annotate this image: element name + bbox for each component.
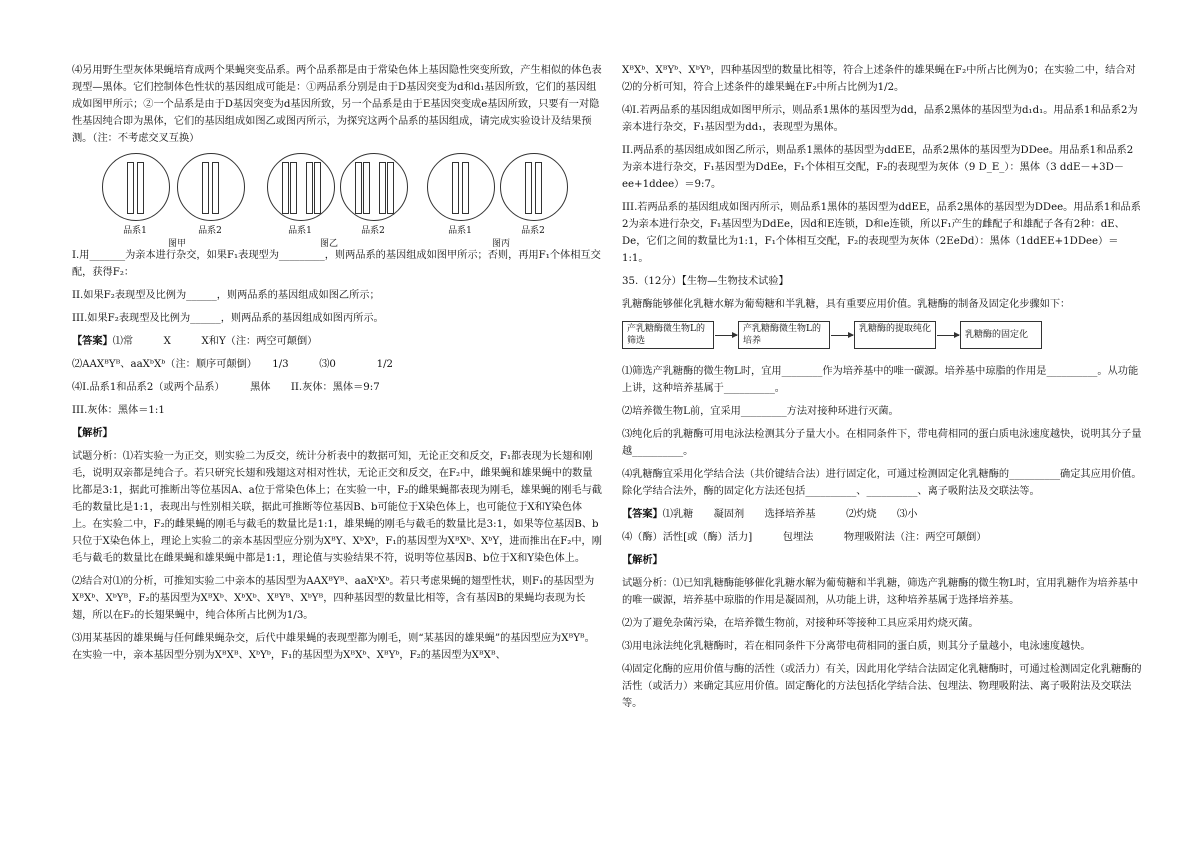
caption: 品系1 [288, 226, 312, 236]
answer-label: 【答案】 [72, 335, 113, 347]
chromosome-figure [72, 153, 602, 249]
left-column [72, 62, 602, 670]
answer-line: ⑷（酶）活性[或（酶）活力] 包埋法 物理吸附法（注：两空可颠倒） [622, 532, 987, 543]
caption: 品系2 [361, 226, 385, 236]
analysis-paragraph: III.若两品系的基因组成如图丙所示，则品系1黑体的基因型为ddEE，品系2黑体的基因型为DDee。用品系1和品系2为亲本进行杂交，F₁基因型为DdEe，因d和E连锁，D和e连锁，所以F₁产生的雌配子和雄配子各有2种：dE、De，它们之间的数量比为1:1，F₁个体相互交配，F₂的表现型为灰体（2EeDd）：黑体（1ddEE+1DDee）＝1:1。 [622, 202, 1141, 264]
question-35-intro: 乳糖酶能够催化乳糖水解为葡萄糖和半乳糖，具有重要应用价值。乳糖酶的制备及固定化步骤如下： [622, 299, 1071, 310]
caption: 品系2 [198, 226, 222, 236]
answer-line: ⑴乳糖 凝固剂 选择培养基 ⑵灼烧 ⑶小 [662, 509, 918, 520]
figure-name: 图乙 [320, 239, 339, 249]
question-4-intro: ⑷另用野生型灰体果蝇培育成两个果蝇突变品系。两个品系都是由于常染色体上基因隐性突变所致，产生相似的体色表现型—黑体。它们控制体色性状的基因组成可能是：①两品系分别是由于D基因突变为d和d₁基因所致，它们的基因组成如图甲所示；②一个品系是由于D基因突变为d基因所致，另一个品系是由于E基因突变成e基因所致，只要有一对隐性基因纯合即为黑体，它们的基因组成如图乙或图丙所示，为探究这两个品系的基因组成，请完成实验设计及结果预测。（注：不考虑交叉互换） [72, 65, 602, 144]
question-4: ⑷乳糖酶宜采用化学结合法（共价键结合法）进行固定化，可通过检测固定化乳糖酶的__________确定其应用价值。除化学结合法外，酶的固定化方法还包括__________、__________、离子吸附法及交联法等。 [622, 469, 1142, 497]
flow-step: 乳糖酶的提取纯化 [854, 321, 936, 349]
answer-line: ⑵AAXᴮYᴮ、aaXᵇXᵇ（注：顺序可颠倒） 1/3 ⑶0 1/2 [72, 359, 394, 370]
answer-line: III.灰体：黑体＝1:1 [72, 405, 165, 416]
cell-乙-1 [267, 153, 335, 221]
analysis-paragraph: XᴮXᵇ、XᴮYᵇ、XᵇYᵇ，四种基因型的数量比相等，符合上述条件的雄果蝇在F₂中所占比例为0；在实验二中，结合对⑵的分析可知，符合上述条件的雄果蝇在F₂中所占比例为1/2。 [622, 65, 1136, 93]
question-iii: III.如果F₂表现型及比例为______，则两品系的基因组成如图丙所示。 [72, 313, 384, 324]
cell-丙-1 [427, 153, 495, 221]
question-i: I.用_______为亲本进行杂交，如果F₁表现型为_________，则两品系的基因组成如图甲所示；否则，再用F₁个体相互交配，获得F₂： [72, 250, 601, 278]
figure-name: 图甲 [168, 239, 187, 249]
analysis-paragraph: II.两品系的基因组成如图乙所示，则品系1黑体的基因型为ddEE，品系2黑体的基因型为DDee。用品系1和品系2为亲本进行杂交，F₁基因型为DdEe，F₁个体相互交配，F₂的表现型为灰体（9 D_E_）：黑体（3 ddE－+3D－ee+1ddee）＝9:7。 [622, 145, 1134, 190]
arrow-icon [715, 335, 737, 336]
answer-label: 【答案】 [622, 508, 663, 520]
analysis-paragraph: ⑷I.若两品系的基因组成如图甲所示，则品系1黑体的基因型为dd，品系2黑体的基因型为d₁d₁。用品系1和品系2为亲本进行杂交，F₁基因型为dd₁，表现型为黑体。 [622, 105, 1138, 133]
caption: 品系2 [521, 226, 545, 236]
cell-乙-2 [340, 153, 408, 221]
flow-step: 乳糖酶的固定化 [960, 321, 1042, 349]
arrow-icon [937, 335, 959, 336]
cell-甲-2 [177, 153, 245, 221]
caption: 品系1 [448, 226, 472, 236]
question-ii: II.如果F₂表现型及比例为______，则两品系的基因组成如图乙所示； [72, 290, 380, 301]
answer-line: ⑷I.品系1和品系2（或两个品系） 黑体 II.灰体：黑体＝9:7 [72, 382, 380, 393]
flow-step: 产乳糖酶微生物L的筛选 [622, 321, 714, 349]
cell-甲-1 [102, 153, 170, 221]
analysis-label: 【解析】 [72, 427, 113, 439]
figure-name: 图丙 [492, 239, 511, 249]
analysis-label: 【解析】 [622, 554, 663, 566]
analysis-paragraph: 试题分析：⑴已知乳糖酶能够催化乳糖水解为葡萄糖和半乳糖，筛选产乳糖酶的微生物L时，宜用乳糖作为培养基中的唯一碳源，培养基中琼脂的作用是凝固剂，从功能上讲，这种培养基属于选择培养基。 [622, 578, 1139, 606]
analysis-paragraph: 试题分析：⑴若实验一为正交，则实验二为反交，统计分析表中的数据可知，无论正交和反交，F₁都表现为长翅和刚毛，说明双亲都是纯合子。若只研究长翅和残翅这对相对性状，无论正交和反交，在F₂中，雌果蝇和雄果蝇中的数量比都是3:1，据此可推断出等位基因A、a位于常染色体上；在实验一中，F₂的雌果蝇都表现为刚毛，雄果蝇的刚毛与截毛的数量比是1:1，表现出与性别相关联，据此可推断等位基因B、b可能位于X染色体上，也可能位于X和Y染色体上。在实验二中，F₂的雌果蝇的刚毛与截毛的数量比是1:1，雄果蝇的刚毛与截毛的数量比是3:1，如果等位基因B、b只位于X染色体上，理论上实验二的亲本基因型应分别为XᴮY、XᵇXᵇ，F₁的基因型为XᴮXᵇ、XᵇY，进而推出在F₂中，刚毛与截毛的数量比在雌果蝇和雄果蝇中都是1:1，理论值与实验结果不符，说明等位基因B、b位于X和Y染色体上。 [72, 451, 602, 564]
answer-line: ⑴常 X X和Y（注：两空可颠倒） [112, 336, 318, 347]
analysis-paragraph: ⑶用电泳法纯化乳糖酶时，若在相同条件下分离带电荷相同的蛋白质，则其分子量越小，电泳速度越快。 [622, 641, 1091, 652]
question-2: ⑵培养微生物L前，宜采用_________方法对接种环进行灭菌。 [622, 406, 899, 417]
analysis-paragraph: ⑷固定化酶的应用价值与酶的活性（或活力）有关，因此用化学结合法固定化乳糖酶时，可通过检测固定化乳糖酶的活性（或活力）来确定其应用价值。固定酶化的方法包括化学结合法、包埋法、物理吸附法、离子吸附法及交联法等。 [622, 664, 1142, 709]
analysis-paragraph: ⑵结合对⑴的分析，可推知实验二中亲本的基因型为AAXᴮYᴮ、aaXᵇXᵇ。若只考虑果蝇的翅型性状，则F₁的基因型为XᴮXᵇ、XᵇYᴮ，F₂的基因型为XᴮXᵇ、XᵇXᵇ、XᴮYᴮ、XᵇYᴮ，四种基因型的数量比相等，含有基因B的果蝇均表现为长翅，所以在F₂的长翅果蝇中，纯合体所占比例为1/3。 [72, 576, 595, 621]
flow-step: 产乳糖酶微生物L的培养 [738, 321, 830, 349]
question-3: ⑶纯化后的乳糖酶可用电泳法检测其分子量大小。在相同条件下，带电荷相同的蛋白质电泳速度越快，说明其分子量越__________。 [622, 429, 1142, 457]
cell-丙-2 [500, 153, 568, 221]
arrow-icon [831, 335, 853, 336]
process-flowchart [622, 319, 1142, 355]
question-35-title: 35.（12分）【生物—生物技术试验】 [622, 276, 789, 287]
caption: 品系1 [123, 226, 147, 236]
question-1: ⑴筛选产乳糖酶的微生物L时，宜用________作为培养基中的唯一碳源。培养基中琼脂的作用是__________。从功能上讲，这种培养基属于__________。 [622, 366, 1139, 394]
analysis-paragraph: ⑶用某基因的雄果蝇与任何雌果蝇杂交，后代中雄果蝇的表现型都为刚毛，则“某基因的雄果蝇”的基因型应为XᴮYᴮ。在实验一中，亲本基因型分别为XᴮXᴮ、XᵇYᵇ，F₁的基因型为XᴮXᵇ、XᴮYᵇ，F₂的基因型为XᴮXᴮ、 [72, 633, 595, 661]
analysis-paragraph: ⑵为了避免杂菌污染，在培养微生物前，对接种环等接种工具应采用灼烧灭菌。 [622, 618, 979, 629]
right-column [622, 62, 1142, 718]
